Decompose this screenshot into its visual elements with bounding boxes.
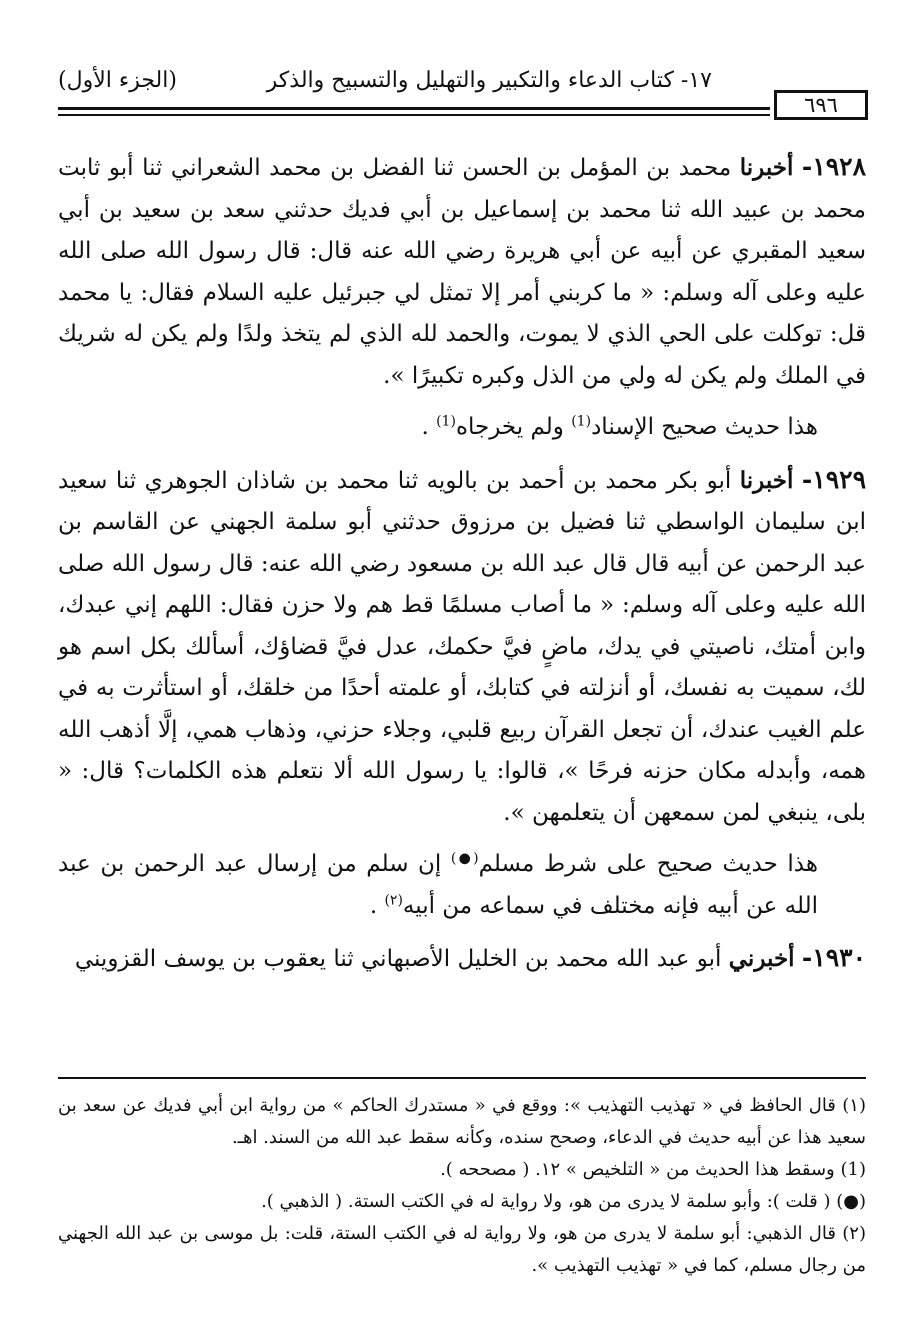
- hadith-text: أبو بكر محمد بن أحمد بن بالويه ثنا محمد بن شاذان الجوهري ثنا سعيد ابن سليمان الواسطي ثنا فضيل بن مرزوق حدثني أبو سلمة الجهني عن القاسم بن عبد الرحمن عن أبيه قال قال عبد الله بن مسعود رضي الله عنه: قال رسول الله صلى الله عليه وعلى آله وسلم: « ما أصاب مسلمًا قط هم ولا حزن فقال: اللهم إني عبدك، وابن أمتك، ناصيتي في يدك، ماضٍ فيَّ حكمك، عدل فيَّ قضاؤك، أسألك بكل اسم هو لك، سميت به نفسك، أو أنزلته في كتابك، أو علمته أحدًا من خلقك، أو استأثرت به في علم الغيب عندك، أن تجعل القرآن ربيع قلبي، وجلاء حزني، وذهاب همي، إلَّا أذهب الله همه، وأبدله مكان حزنه فرحًا »، قالوا: يا رسول الله ألا نتعلم هذه الكلمات؟ قال: « بلى، ينبغي لمن سمعهن أن يتعلمهن ».: [58, 467, 866, 826]
- main-text: [58, 146, 866, 981]
- hadith-text: أبو عبد الله محمد بن الخليل الأصبهاني ثنا يعقوب بن يوسف القزويني: [74, 946, 722, 972]
- footnote-ref: (٢): [384, 891, 403, 908]
- header-rule-thick: [58, 107, 770, 110]
- volume-label: (الجزء الأول): [58, 68, 177, 93]
- footnote-text: وسقط هذا الحديث من « التلخيص » ١٢. ( مصححه ).: [440, 1159, 835, 1180]
- footnotes: [58, 1090, 866, 1282]
- footnote: [58, 1218, 866, 1282]
- footnote-text: ( قلت ): وأبو سلمة لا يدرى من هو، ولا رواية له في الكتب الستة. ( الذهبي ).: [261, 1191, 831, 1212]
- hadith-number: ١٩٢٨-: [801, 152, 867, 181]
- footnote: [58, 1090, 866, 1154]
- verdict-text: هذا حديث صحيح على شرط مسلم: [478, 851, 818, 877]
- hadith-verdict-1928: [58, 407, 866, 449]
- footnote-label: (٢): [842, 1223, 866, 1244]
- footnote-ref: (●): [450, 850, 479, 867]
- hadith-entry-1928: [58, 146, 866, 397]
- footnote: [58, 1154, 866, 1186]
- hadith-lead: أخبرنا: [739, 154, 794, 181]
- footnote-ref: (1): [436, 413, 456, 430]
- footnote-ref: (1): [571, 413, 592, 430]
- footnote-separator: [58, 1077, 866, 1079]
- hadith-text: محمد بن المؤمل بن الحسن ثنا الفضل بن محمد الشعراني ثنا أبو ثابت محمد بن عبيد الله ثنا محمد بن إسماعيل بن أبي فديك حدثني سعد بن سعيد بن أبي سعيد المقبري عن أبيه عن أبي هريرة رضي الله عنه قال: قال رسول الله صلى الله عليه وعلى آله وسلم: « ما كربني أمر إلا تمثل لي جبرئيل عليه السلام فقال: يا محمد قل: توكلت على الحي الذي لا يموت، والحمد لله الذي لم يتخذ ولدًا ولم يكن له شريك في الملك ولم يكن له ولي من الذل وكبره تكبيرًا ».: [58, 155, 866, 389]
- footnote: [58, 1186, 866, 1218]
- verdict-text-cont: إن سلم من إرسال عبد الرحمن بن عبد الله عن أبيه فإنه مختلف في سماعه من أبيه: [58, 851, 818, 919]
- hadith-entry-1930: [58, 937, 866, 981]
- footnote-label: (١): [842, 1095, 866, 1116]
- hadith-entry-1929: [58, 459, 866, 835]
- hadith-lead: أخبرني: [728, 945, 795, 972]
- page-number: ٦٩٦: [774, 90, 868, 120]
- footnote-label: (1): [840, 1159, 866, 1180]
- hadith-verdict-1929: [58, 844, 866, 927]
- header-rule-thin: [58, 114, 770, 116]
- footnote-label: (●): [836, 1191, 866, 1212]
- footnote-text: قال الحافظ في « تهذيب التهذيب »: ووقع في « مستدرك الحاكم » من رواية ابن أبي فديك عن سعد بن سعيد هذا عن أبيه حديث في الدعاء، وصحح سنده، وكأنه سقط عبد الله من السند. اهـ.: [58, 1095, 866, 1148]
- verdict-end: .: [369, 892, 378, 919]
- hadith-number: ١٩٣٠-: [801, 943, 866, 972]
- hadith-number: ١٩٢٩-: [801, 464, 867, 494]
- verdict-end: .: [421, 414, 429, 440]
- chapter-title: ١٧- كتاب الدعاء والتكبير والتهليل والتسبيح والذكر: [266, 68, 712, 93]
- running-header: [58, 52, 868, 122]
- hadith-lead: أخبرنا: [739, 466, 794, 494]
- footnote-text: قال الذهبي: أبو سلمة لا يدرى من هو، ولا رواية له في الكتب الستة، قلت: بل موسى بن عبد الله الجهني من رجال مسلم، كما في « تهذيب التهذيب ».: [58, 1223, 866, 1276]
- verdict-text-cont: ولم يخرجاه: [455, 414, 572, 440]
- verdict-text: هذا حديث صحيح الإسناد: [591, 414, 818, 440]
